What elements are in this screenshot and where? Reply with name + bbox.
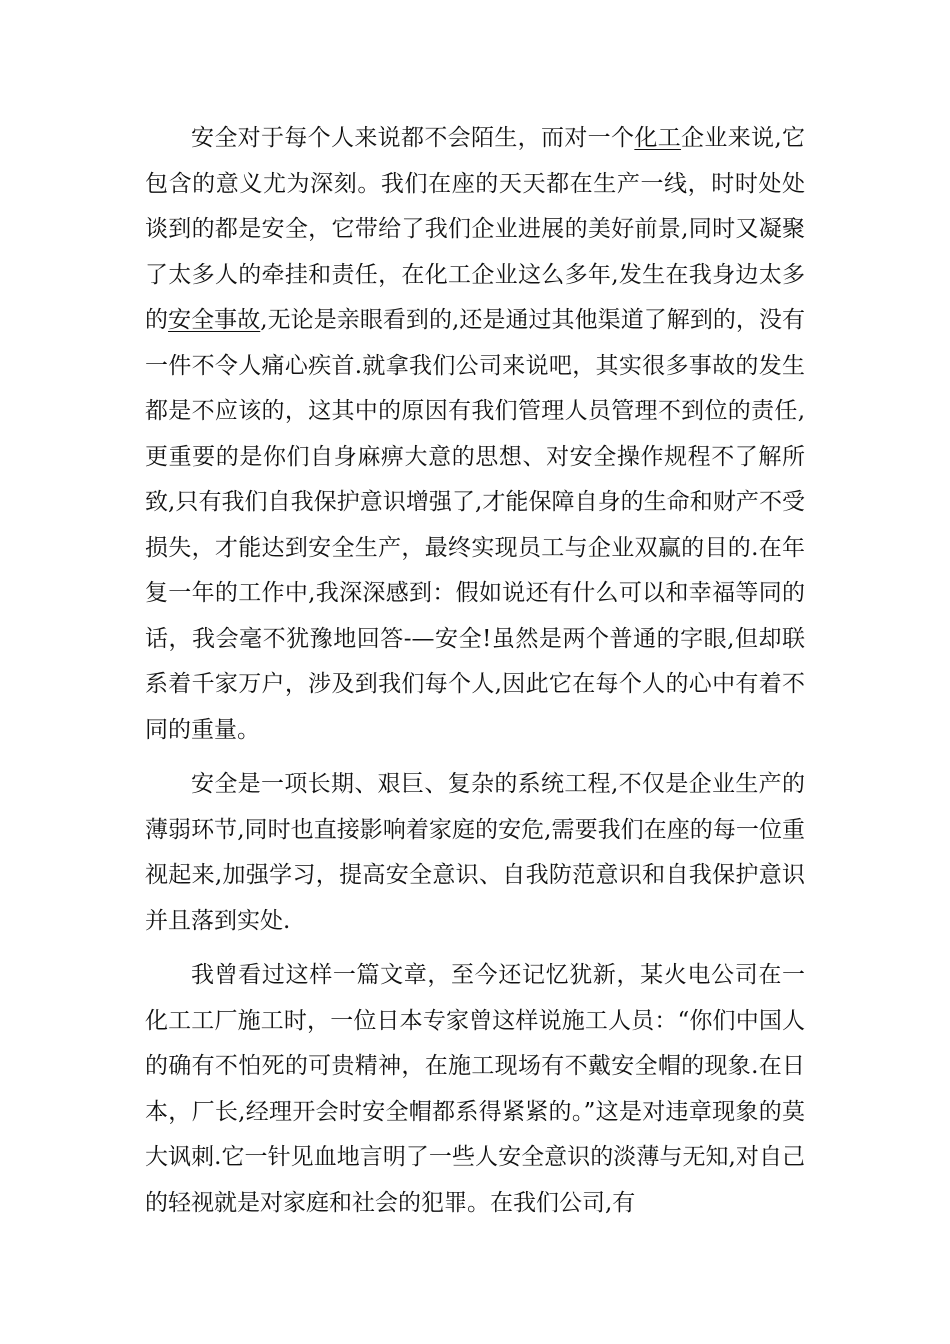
paragraph-3	[145, 953, 805, 1226]
link-safety-accident[interactable]: 安全事故	[168, 307, 261, 333]
link-chemical-industry[interactable]: 化工	[634, 125, 682, 151]
paragraph-1-text: 企业来说,它包含的意义尤为深刻。我们在座的天天都在生产一线，时时处处谈到的都是安全，它带给了我们企业进展的美好前景,同时又凝聚了太多人的牵挂和责任，在化工企业这么多年,发生在我身边太多的	[145, 125, 806, 333]
paragraph-2-text: 安全是一项长期、艰巨、复杂的系统工程,不仅是企业生产的薄弱环节,同时也直接影响着家庭的安危,需要我们在座的每一位重视起来,加强学习，提高安全意识、自我防范意识和自我保护意识并且落到实处.	[145, 771, 805, 934]
paragraph-1-text: 安全对于每个人来说都不会陌生，而对一个	[191, 125, 635, 151]
document-body	[145, 116, 805, 1226]
paragraph-1-text: ,无论是亲眼看到的,还是通过其他渠道了解到的，没有一件不令人痛心疾首.就拿我们公司来说吧，其实很多事故的发生都是不应该的，这其中的原因有我们管理人员管理不到位的责任,更重要的是你们自身麻痹大意的思想、对安全操作规程不了解所致,只有我们自我保护意识增强了,才能保障自身的生命和财产不受损失，才能达到安全生产，最终实现员工与企业双赢的目的.在年复一年的工作中,我深深感到：假如说还有什么可以和幸福等同的话，我会毫不犹豫地回答-—安全!虽然是两个普通的字眼,但却联系着千家万户，涉及到我们每个人,因此它在每个人的心中有着不同的重量。	[145, 307, 806, 743]
paragraph-3-text: 我曾看过这样一篇文章，至今还记忆犹新，某火电公司在一化工工厂施工时，一位日本专家曾这样说施工人员：“你们中国人的确有不怕死的可贵精神，在施工现场有不戴安全帽的现象.在日本，厂长,经理开会时安全帽都系得紧紧的。”这是对违章现象的莫大讽刺.它一针见血地言明了一些人安全意识的淡薄与无知,对自己的轻视就是对家庭和社会的犯罪。在我们公司,有	[145, 962, 805, 1216]
paragraph-1	[145, 116, 805, 753]
paragraph-2	[145, 762, 805, 944]
